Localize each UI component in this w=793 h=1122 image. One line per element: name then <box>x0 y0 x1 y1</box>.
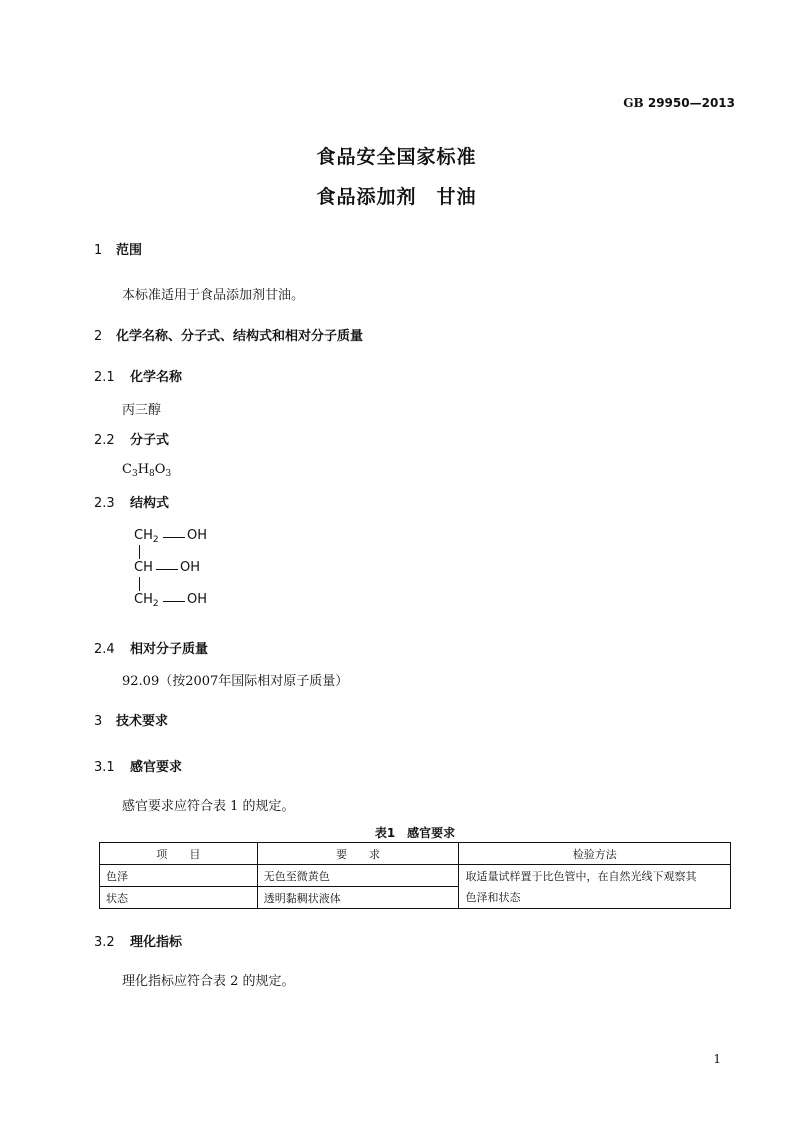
section-2-1-heading <box>94 366 182 385</box>
structure-row-3-group: $CH_2$ <box>134 592 159 609</box>
standard-number: 29950—2013 <box>647 96 735 110</box>
table-header-row <box>100 843 731 865</box>
page-number: 1 <box>713 1052 721 1066</box>
method-line-2: 色泽和状态 <box>465 890 521 904</box>
section-3-1-heading <box>94 756 182 775</box>
bond-line <box>163 601 185 602</box>
section-number: 2.3 <box>94 496 115 511</box>
cell-item: 状态 <box>100 887 258 909</box>
section-title: 理化指标 <box>130 935 183 950</box>
section-1-body: 本标准适用于食品添加剂甘油。 <box>122 288 305 303</box>
chemical-name: 丙三醇 <box>122 403 162 418</box>
cell-item: 色泽 <box>100 865 258 887</box>
bond-line <box>139 577 140 591</box>
standard-prefix: GB <box>623 96 644 110</box>
section-2-3-heading <box>94 492 169 511</box>
cell-requirement: 无色至微黄色 <box>257 865 459 887</box>
bond-line <box>156 569 178 570</box>
standard-code <box>623 96 735 110</box>
molecular-formula <box>122 462 171 479</box>
section-2-2-heading <box>94 429 169 448</box>
molecular-mass: 92.09（按2007年国际相对原子质量） <box>122 674 349 689</box>
section-number: 2.4 <box>94 642 115 657</box>
section-number: 2.1 <box>94 370 115 385</box>
section-2-4-heading <box>94 638 208 657</box>
section-3-heading <box>94 710 168 729</box>
structure-row-1-group: $CH_2$ <box>134 528 159 545</box>
section-3-1-body: 感官要求应符合表 1 的规定。 <box>122 799 295 814</box>
section-3-2-heading <box>94 931 182 950</box>
formula-oxygen-count: 3 <box>165 469 172 479</box>
section-title: 范围 <box>116 243 143 258</box>
section-title: 化学名称、分子式、结构式和相对分子质量 <box>116 329 364 344</box>
section-3-2-body: 理化指标应符合表 2 的规定。 <box>122 974 295 989</box>
table-row <box>100 865 731 887</box>
section-number: 1 <box>94 243 103 258</box>
section-number: 3 <box>94 714 103 729</box>
section-title: 化学名称 <box>130 370 183 385</box>
structure-row-2-oh: OH <box>180 560 201 575</box>
bond-line <box>163 537 185 538</box>
cell-method <box>459 865 731 909</box>
section-number: 2 <box>94 329 103 344</box>
header-cell-method: 检验方法 <box>459 843 731 865</box>
formula-carbon-count: 3 <box>131 469 138 479</box>
section-title: 感官要求 <box>130 760 183 775</box>
formula-oxygen: O <box>154 462 166 477</box>
bond-line <box>139 545 140 559</box>
header-cell-requirement: 要 求 <box>257 843 459 865</box>
formula-hydrogen: H <box>137 462 150 477</box>
section-number: 3.2 <box>94 935 115 950</box>
section-number: 3.1 <box>94 760 115 775</box>
formula-carbon: C <box>122 462 132 477</box>
section-title: 技术要求 <box>116 714 169 729</box>
table-1-caption: 表1 感官要求 <box>374 826 456 840</box>
title-line-1: 食品安全国家标准 <box>316 146 477 168</box>
structure-row-2-group: CH <box>134 560 153 575</box>
section-title: 分子式 <box>130 433 170 448</box>
section-title: 相对分子质量 <box>130 642 209 657</box>
title-line-2: 食品添加剂 甘油 <box>316 186 477 208</box>
section-number: 2.2 <box>94 433 115 448</box>
cell-requirement: 透明黏稠状液体 <box>257 887 459 909</box>
header-cell-item: 项 目 <box>100 843 258 865</box>
section-1-heading <box>94 239 142 258</box>
section-2-heading <box>94 325 363 344</box>
section-title: 结构式 <box>130 496 170 511</box>
structure-row-1-oh: OH <box>187 528 208 543</box>
table-1-sensory-requirements <box>99 842 731 909</box>
method-line-1: 取适量试样置于比色管中，在自然光线下观察其 <box>465 869 697 883</box>
formula-hydrogen-count: 8 <box>149 469 155 479</box>
structure-row-3-oh: OH <box>187 592 208 607</box>
